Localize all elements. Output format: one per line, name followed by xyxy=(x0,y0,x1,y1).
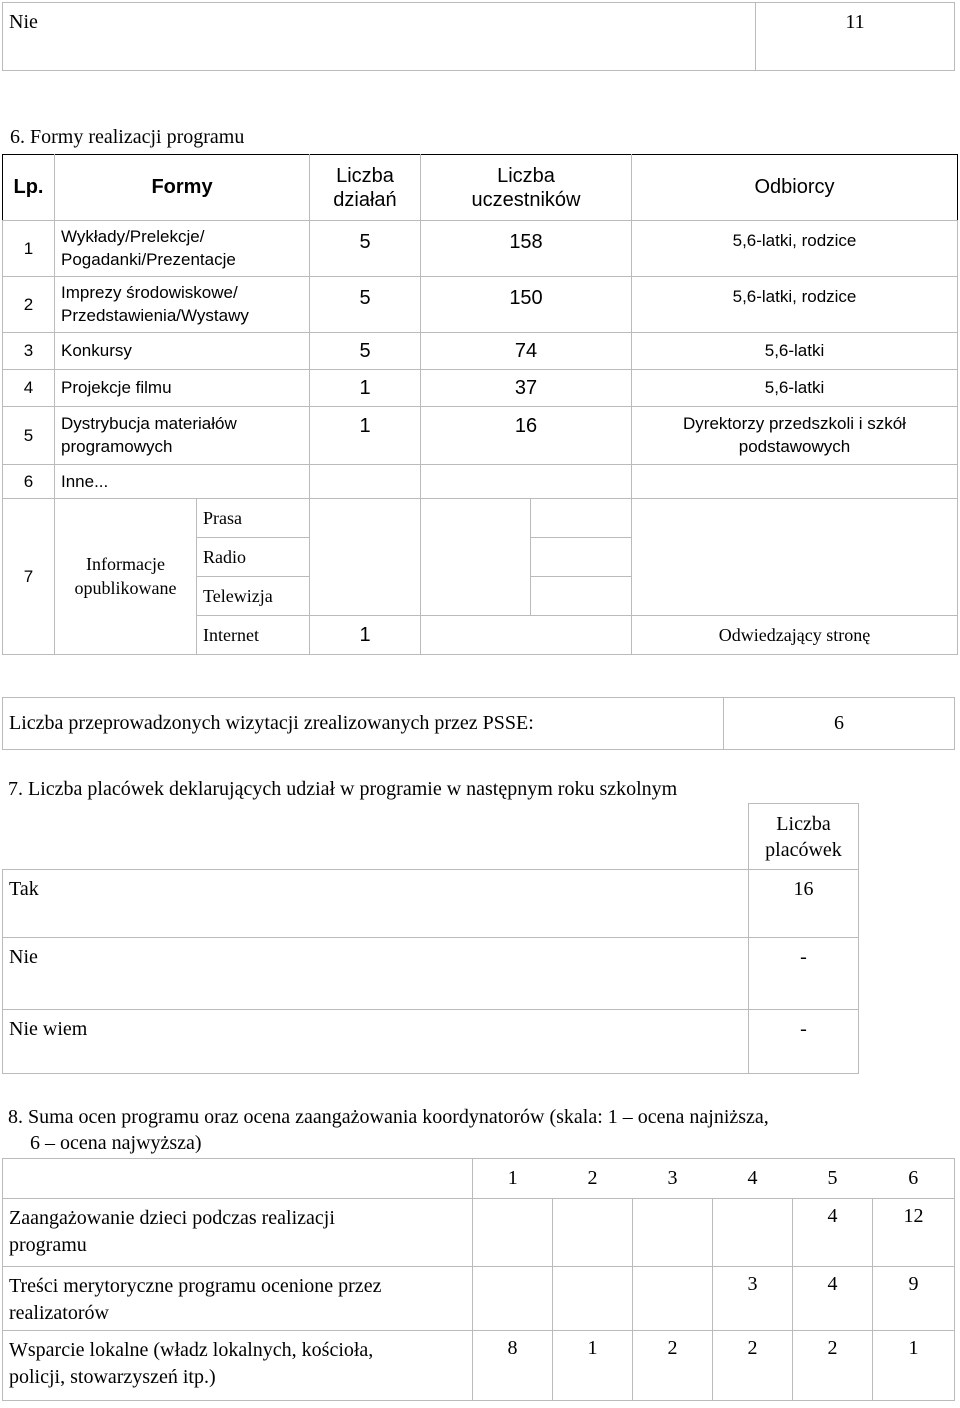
ocena-table xyxy=(2,1158,955,1401)
internet-count: 1 xyxy=(359,623,371,646)
row2-uczest: 150 xyxy=(509,287,543,309)
header-uczest-1: Liczba xyxy=(497,164,555,187)
scale-3: 3 xyxy=(667,1167,678,1189)
scale-4: 4 xyxy=(747,1167,758,1189)
ocena-row1-score-6: 12 xyxy=(903,1205,924,1227)
ocena-row3-score-4: 2 xyxy=(747,1337,758,1359)
ocena-row1-label-2: programu xyxy=(9,1234,87,1256)
ocena-row1-label-1: Zaangażowanie dzieci podczas realizacji xyxy=(9,1207,335,1229)
row1-dzialan: 5 xyxy=(359,231,371,253)
header-lp: Lp. xyxy=(13,176,44,198)
placowki-nie-value: - xyxy=(800,946,807,968)
ocena-row2-label-1: Treści merytoryczne programu ocenione przez xyxy=(9,1275,382,1297)
row5-odbiorcy-1: Dyrektorzy przedszkoli i szkół xyxy=(683,414,906,434)
row1-forma-1: Wykłady/Prelekcje/ xyxy=(61,227,205,247)
table-row xyxy=(3,1331,955,1401)
header-uczest-2: uczestników xyxy=(471,188,581,211)
section8-title-1: 8. Suma ocen programu oraz ocena zaangażowania koordynatorów (skala: 1 – ocena najniższa, xyxy=(8,1106,769,1128)
row3-odbiorcy: 5,6-latki xyxy=(764,341,825,360)
row3-forma: Konkursy xyxy=(61,341,132,360)
row1-uczest: 158 xyxy=(509,231,543,253)
media-internet: Internet xyxy=(203,624,259,645)
row6-forma: Inne... xyxy=(61,471,109,491)
placowki-nie-label: Nie xyxy=(9,946,38,968)
scale-row xyxy=(3,1159,955,1199)
table-row xyxy=(3,277,958,333)
scale-2: 2 xyxy=(587,1167,598,1189)
row5-odbiorcy-2: podstawowych xyxy=(738,436,851,456)
table-row xyxy=(3,499,958,538)
header-odbiorcy: Odbiorcy xyxy=(754,176,835,198)
media-prasa: Prasa xyxy=(203,507,242,528)
placowki-tak-label: Tak xyxy=(9,878,39,900)
media-telewizja: Telewizja xyxy=(203,585,273,606)
section8-title-2: 6 – ocena najwyższa) xyxy=(30,1132,202,1154)
ocena-row3-label-2: policji, stowarzyszeń itp.) xyxy=(9,1366,216,1388)
row7-lp: 7 xyxy=(23,566,34,586)
forms-header-row xyxy=(3,155,958,221)
row4-uczest: 37 xyxy=(514,376,538,399)
row2-forma-1: Imprezy środowiskowe/ xyxy=(61,283,238,303)
header-dzialan-2: działań xyxy=(333,188,397,211)
row6-lp: 6 xyxy=(23,471,34,491)
ocena-row3-score-1: 8 xyxy=(507,1337,518,1359)
row1-odbiorcy: 5,6-latki, rodzice xyxy=(732,231,857,250)
table-row xyxy=(3,407,958,465)
row2-dzialan: 5 xyxy=(359,287,371,309)
header-formy: Formy xyxy=(151,176,213,198)
row4-dzialan: 1 xyxy=(359,376,371,399)
section6-title: 6. Formy realizacji programu xyxy=(10,126,245,148)
placowki-header-2: placówek xyxy=(765,838,842,861)
ocena-row3-score-6: 1 xyxy=(908,1337,919,1359)
row2-forma-2: Przedstawienia/Wystawy xyxy=(61,305,249,325)
table-row xyxy=(3,870,859,938)
scale-5: 5 xyxy=(827,1167,838,1189)
scale-6: 6 xyxy=(908,1167,919,1189)
row4-odbiorcy: 5,6-latki xyxy=(764,378,825,397)
section7-title: 7. Liczba placówek deklarujących udział w programie w następnym roku szkolnym xyxy=(8,778,678,800)
row7-label-2: opublikowane xyxy=(74,577,177,598)
ocena-row2-score-6: 9 xyxy=(908,1273,919,1295)
ocena-row1-score-5: 4 xyxy=(827,1205,838,1227)
wizytacje-value: 6 xyxy=(834,712,844,734)
row3-lp: 3 xyxy=(23,341,34,360)
ocena-row3-score-3: 2 xyxy=(667,1337,678,1359)
table-row xyxy=(3,1267,955,1331)
forms-table xyxy=(2,154,958,655)
wizytacje-table xyxy=(2,697,955,750)
ocena-row3-score-2: 1 xyxy=(587,1337,598,1359)
top-row-label: Nie xyxy=(9,11,38,33)
row5-dzialan: 1 xyxy=(359,415,371,437)
table-row xyxy=(3,333,958,370)
top-row-value: 11 xyxy=(845,11,865,33)
row1-lp: 1 xyxy=(23,238,34,258)
internet-odbiorcy: Odwiedzający stronę xyxy=(718,624,871,645)
placowki-niewiem-label: Nie wiem xyxy=(9,1018,88,1040)
table-row xyxy=(3,1199,955,1267)
row2-odbiorcy: 5,6-latki, rodzice xyxy=(732,287,857,306)
placowki-niewiem-value: - xyxy=(800,1018,807,1040)
scale-1: 1 xyxy=(507,1167,518,1189)
table-row xyxy=(3,370,958,407)
row5-uczest: 16 xyxy=(514,415,538,437)
table-row xyxy=(3,1010,859,1074)
row5-forma-2: programowych xyxy=(61,436,173,456)
row7-label-1: Informacje xyxy=(86,554,165,575)
media-radio: Radio xyxy=(203,546,246,567)
table-row xyxy=(3,221,958,277)
wizytacje-label: Liczba przeprowadzonych wizytacji zrealizowanych przez PSSE: xyxy=(9,712,534,734)
row3-dzialan: 5 xyxy=(359,339,371,362)
ocena-row2-score-4: 3 xyxy=(747,1273,758,1295)
header-dzialan-1: Liczba xyxy=(336,164,394,187)
ocena-row2-score-5: 4 xyxy=(827,1273,838,1295)
ocena-row3-label-1: Wsparcie lokalne (władz lokalnych, kościoła, xyxy=(9,1339,374,1361)
table-row xyxy=(3,465,958,499)
ocena-row2-label-2: realizatorów xyxy=(9,1302,109,1324)
placowki-tak-value: 16 xyxy=(793,878,814,900)
row1-forma-2: Pogadanki/Prezentacje xyxy=(61,249,236,269)
top-row-table xyxy=(2,2,955,71)
placowki-header-1: Liczba xyxy=(776,812,831,835)
row2-lp: 2 xyxy=(23,294,34,314)
row5-lp: 5 xyxy=(23,425,34,445)
placowki-table xyxy=(2,803,859,1074)
row4-lp: 4 xyxy=(23,378,34,397)
table-row xyxy=(3,938,859,1010)
ocena-row3-score-5: 2 xyxy=(827,1337,838,1359)
row5-forma-1: Dystrybucja materiałów xyxy=(61,414,237,434)
row3-uczest: 74 xyxy=(514,339,538,362)
row4-forma: Projekcje filmu xyxy=(61,378,172,397)
